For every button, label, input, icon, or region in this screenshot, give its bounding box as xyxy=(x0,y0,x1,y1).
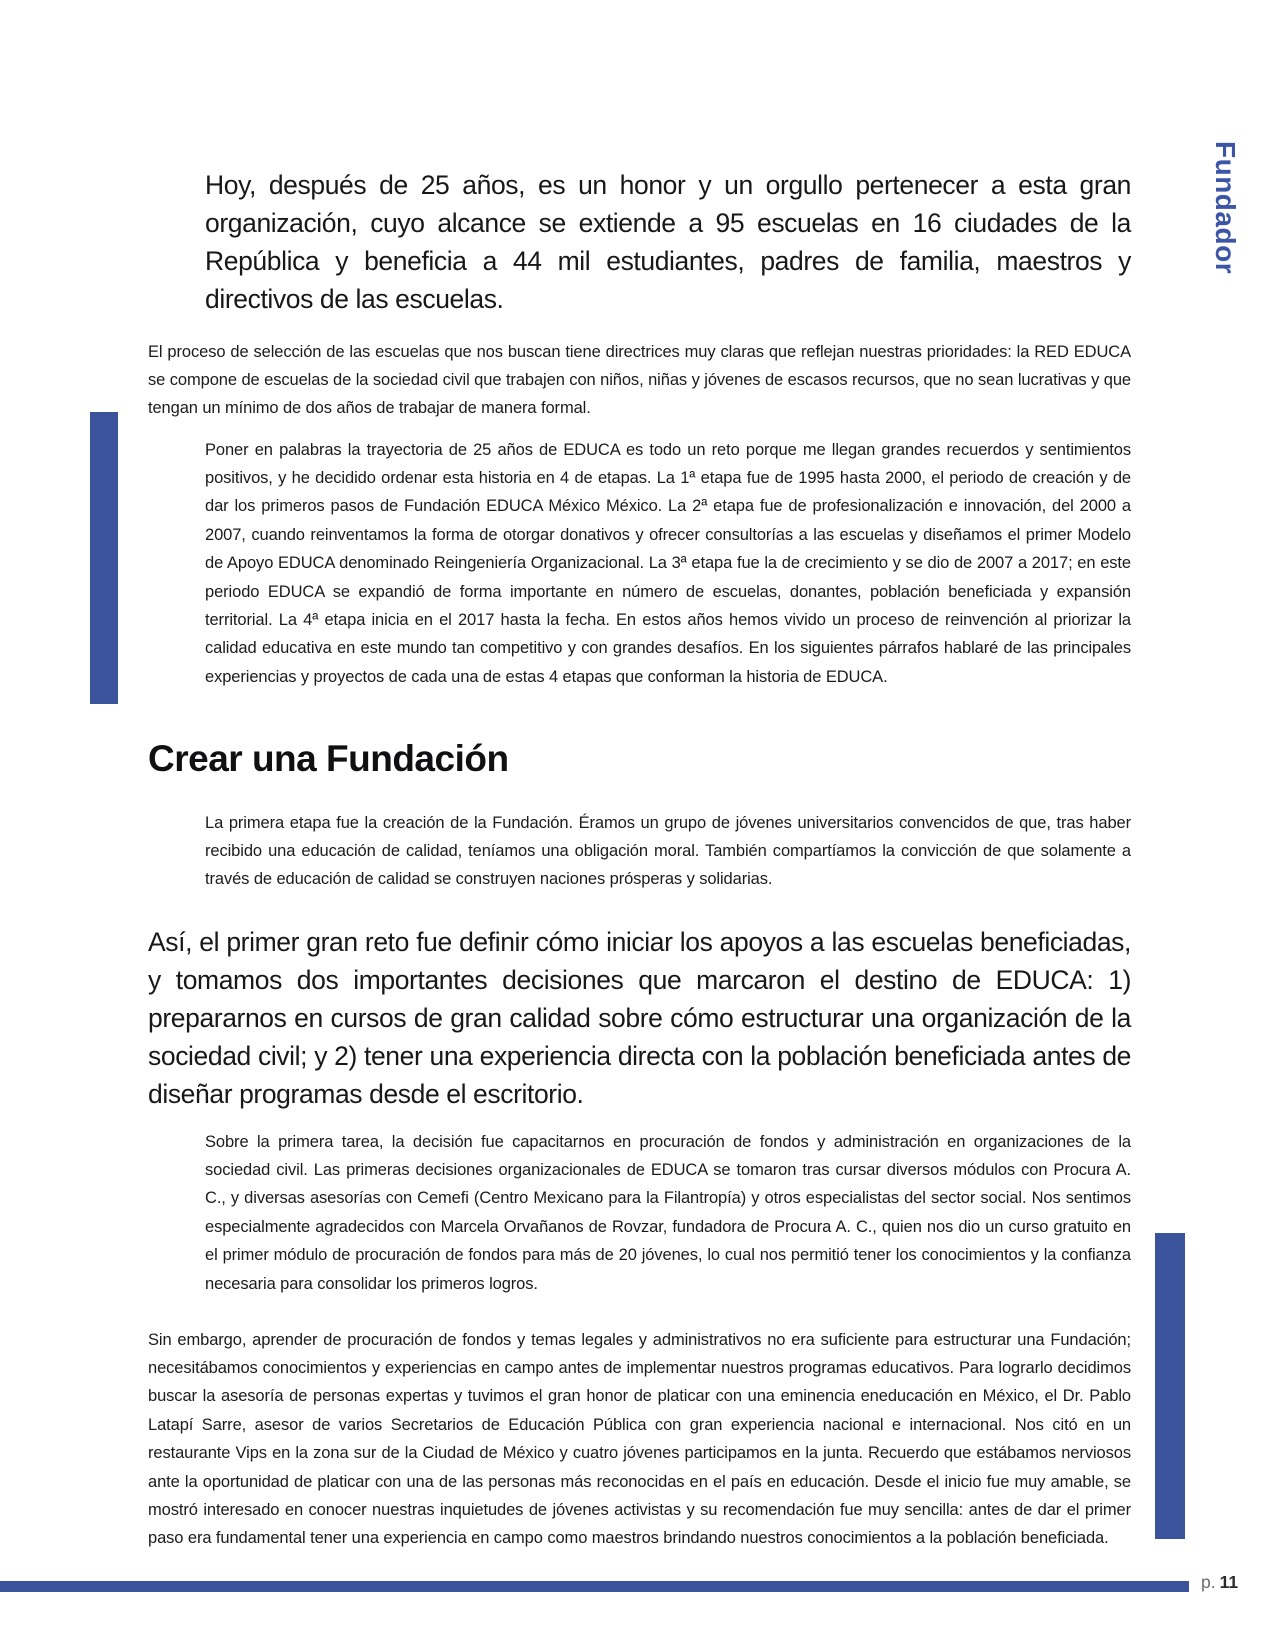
paragraph-advice: Sin embargo, aprender de procuración de fondos y temas legales y administrativos no era suficiente para estructurar una Fundación; necesitábamos conocimientos y experiencias en campo antes de implementar nuestros programas educativos. Para lograrlo decidimos buscar la asesoría de personas expertas y tuvimos el gran honor de platicar con una eminencia eneducación en México, el Dr. Pablo Latapí Sarre, asesor de varios Secretarios de Educación Pública con gran experiencia nacional e internacional. Nos citó en un restaurante Vips en la zona sur de la Ciudad de México y cuatro jóvenes participamos en la junta. Recuerdo que estábamos nerviosos ante la oportunidad de platicar con una de las personas más reconocidas en el país en educación. Desde el inicio fue muy amable, se mostró interesado en conocer nuestras inquietudes de jóvenes activistas y su recomendación fue muy sencilla: antes de dar el primer paso era fundamental tener una experiencia en campo como maestros brindando nuestros conocimientos a la población beneficiada. xyxy=(148,1330,1131,1548)
paragraph-training: Sobre la primera tarea, la decisión fue capacitarnos en procuración de fondos y administración en organizaciones de la sociedad civil. Las primeras decisiones organizacionales de EDUCA se tomaron tras cursar diversos módulos con Procura A. C., y diversas asesorías con Cemefi (Centro Mexicano para la Filantropía) y otros especialistas del sector social. Nos sentimos especialmente agradecidos con Marcela Orvañanos de Rovzar, fundadora de Procura A. C., quien nos dio un curso gratuito en el primer módulo de procuración de fondos para más de 20 jóvenes, lo cual nos permitió tener los conocimientos y la confianza necesaria para consolidar los primeros logros. xyxy=(205,1132,1131,1293)
section-heading: Crear una Fundación xyxy=(148,737,509,779)
paragraph-four-stages: Poner en palabras la trayectoria de 25 años de EDUCA es todo un reto porque me llegan grandes recuerdos y sentimientos positivos, y he decidido ordenar esta historia en 4 de etapas. La 1ª etapa fue de 1995 hasta 2000, el periodo de creación y de dar los primeros pasos de Fundación EDUCA México México. La 2ª etapa fue de profesionalización e innovación, del 2000 a 2007, cuando reinventamos la forma de otorgar donativos y ofrecer consultorías a las escuelas y diseñamos el primer Modelo de Apoyo EDUCA denominado Reingeniería Organizacional. La 3ª etapa fue la de crecimiento y se dio de 2007 a 2017; en este periodo EDUCA se expandió de forma importante en número de escuelas, donantes, población beneficiada y expansión territorial. La 4ª etapa inicia en el 2017 hasta la fecha. En estos años hemos vivido un proceso de reinvención al priorizar la calidad educativa en este mundo tan competitivo y con grandes desafíos. En los siguientes párrafos hablaré de las principales experiencias y proyectos de cada una de estas 4 etapas que conforman la historia de EDUCA. xyxy=(205,440,1131,686)
pull-quote-intro: Hoy, después de 25 años, es un honor y un orgullo pertenecer a esta gran organización, cuyo alcance se extiende a 95 escuelas en 16 ciudades de la República y beneficia a 44 mil estudiantes, padres de familia, maestros y directivos de las escuelas. xyxy=(205,169,1131,314)
page-number-label: p. xyxy=(1201,1572,1216,1592)
pull-quote-decisions: Así, el primer gran reto fue definir cómo iniciar los apoyos a las escuelas beneficiadas, y tomamos dos importantes decisiones que marcaron el destino de EDUCA: 1) prepararnos en cursos de gran calidad sobre cómo estructurar una organización de la sociedad civil; y 2) tener una experiencia directa con la población beneficiada antes de diseñar programas desde el escritorio. xyxy=(148,926,1131,1109)
page-number xyxy=(1201,1571,1238,1593)
accent-bar-right xyxy=(1155,1233,1185,1539)
accent-bar-left xyxy=(90,412,118,704)
paragraph-school-selection: El proceso de selección de las escuelas que nos buscan tiene directrices muy claras que reflejan nuestras prioridades: la RED EDUCA se compone de escuelas de la sociedad civil que trabajen con niños, niñas y jóvenes de escasos recursos, que no sean lucrativas y que tengan un mínimo de dos años de trabajar de manera formal. xyxy=(148,342,1131,418)
paragraph-first-stage: La primera etapa fue la creación de la Fundación. Éramos un grupo de jóvenes universitarios convencidos de que, tras haber recibido una educación de calidad, teníamos una obligación moral. También compartíamos la convicción de que solamente a través de educación de calidad se construyen naciones prósperas y solidarias. xyxy=(205,813,1131,889)
section-side-label: Fundador xyxy=(1210,141,1241,275)
page-number-value: 11 xyxy=(1219,1572,1239,1592)
footer-rule xyxy=(0,1581,1189,1592)
